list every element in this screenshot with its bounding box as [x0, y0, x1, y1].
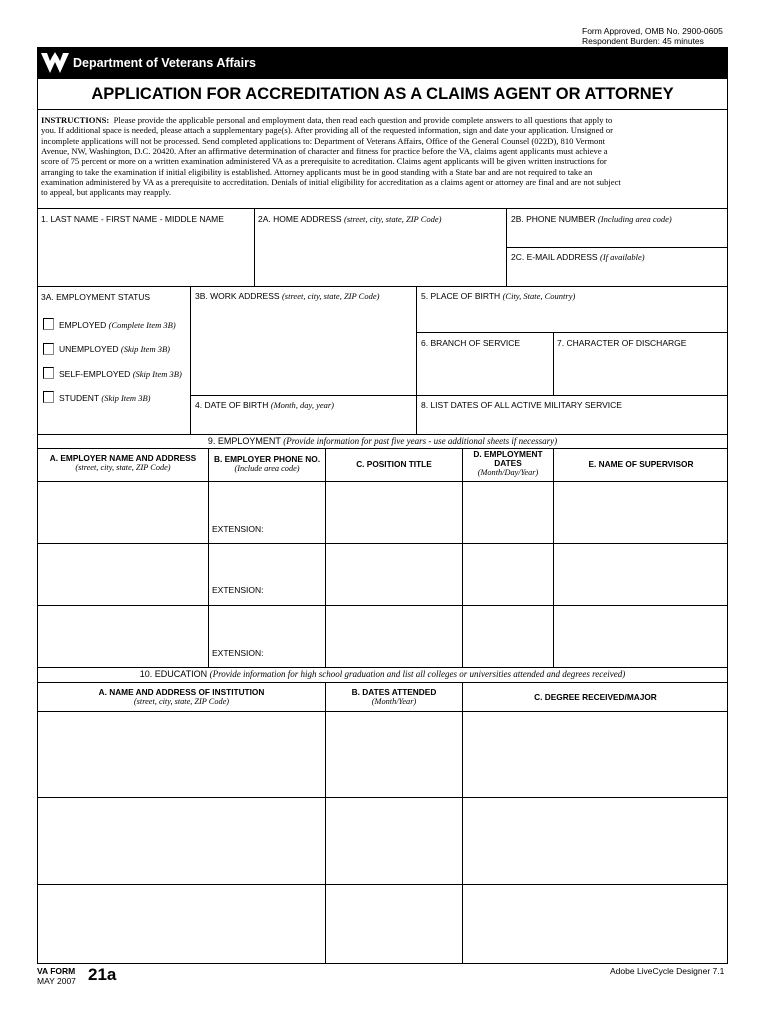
instructions-line: score of 75 percent or more on a written examination administered VA as a prerequisite to acreditation. Claims agent applicants will be given written instructions for: [41, 156, 607, 167]
instructions-line: Avenue, NW, Washington, D.C. 20420. After an affirmative determination of character and fitness for practice before the VA, claims agent applicants must achieve a: [41, 146, 608, 157]
instructions-line: arranging to take the examination if initial eligibility is established. Attorney applicants must be in good standing with a State bar and are not required to take an: [41, 166, 593, 177]
place-of-birth-label: 5. PLACE OF BIRTH (City, State, Country): [421, 291, 576, 301]
student-checkbox[interactable]: [43, 391, 54, 403]
instructions-line: examination administered by VA as a prerequisite to accreditation. Denials of initial eligibility for accreditation as a claims agent or attorney are final and are not subject: [41, 177, 621, 188]
instructions-line: incomplete applications will not be processed. Send completed applications to: Department of Veterans Affairs, Office of the General Counsel (022D), 810 Vermont: [41, 135, 606, 146]
employment-dates-column-header: D. EMPLOYMENT DATES (Month/Day/Year): [473, 449, 543, 477]
name-label: 1. LAST NAME - FIRST NAME - MIDDLE NAME: [41, 214, 224, 224]
extension-label: EXTENSION:: [212, 585, 264, 595]
phone-number-label: 2B. PHONE NUMBER (Including area code): [511, 214, 672, 224]
character-of-discharge-input[interactable]: [556, 351, 726, 393]
employment-status-label: 3A. EMPLOYMENT STATUS: [41, 292, 151, 302]
employed-checkbox[interactable]: [43, 318, 54, 330]
instructions: [41, 115, 725, 198]
work-address-label: 3B. WORK ADDRESS (street, city, state, ZIP Code): [195, 291, 380, 301]
self-employed-checkbox[interactable]: [43, 367, 54, 379]
form-number: 21a: [88, 965, 117, 984]
unemployed-checkbox[interactable]: [43, 343, 54, 355]
email-label: 2C. E-MAIL ADDRESS (If available): [511, 252, 645, 262]
work-address-input[interactable]: [193, 304, 414, 393]
home-address-label: 2A. HOME ADDRESS (street, city, state, ZIP Code): [258, 214, 442, 224]
respondent-burden: Respondent Burden: 45 minutes: [582, 36, 704, 46]
degree-column-header: C. DEGREE RECEIVED/MAJOR: [534, 692, 657, 702]
character-of-discharge-label: 7. CHARACTER OF DISCHARGE: [557, 338, 687, 348]
home-address-input[interactable]: [257, 228, 504, 284]
employer-name-column-header: A. EMPLOYER NAME AND ADDRESS (street, city, state, ZIP Code): [49, 453, 197, 472]
military-service-dates-label: 8. LIST DATES OF ALL ACTIVE MILITARY SERVICE: [421, 400, 622, 410]
va-form-label: VA FORM: [37, 966, 76, 976]
student-option-label: STUDENT (Skip Item 3B): [59, 393, 151, 403]
supervisor-column-header: E. NAME OF SUPERVISOR: [588, 459, 694, 469]
agency-name: Department of Veterans Affairs: [73, 56, 256, 70]
branch-of-service-input[interactable]: [419, 351, 551, 393]
email-input[interactable]: [509, 265, 726, 284]
va-seal-icon: [40, 50, 70, 76]
instructions-label: INSTRUCTIONS:: [41, 115, 110, 125]
software-credit: Adobe LiveCycle Designer 7.1: [610, 966, 725, 976]
form-frame: [37, 78, 728, 964]
name-input[interactable]: [40, 228, 252, 284]
date-of-birth-input[interactable]: [193, 413, 414, 432]
form-date: MAY 2007: [37, 976, 76, 986]
employment-section-title: 9. EMPLOYMENT (Provide information for past five years - use additional sheets if necessary): [207, 436, 558, 446]
branch-of-service-label: 6. BRANCH OF SERVICE: [421, 338, 521, 348]
instructions-line: you. If additional space is needed, please attach a supplementary page(s). After providing all of the requested information, sign and date your application. Unsigned or: [41, 125, 614, 136]
instructions-line: Please provide the applicable personal and employment data, then read each question and provide complete answers to all questions that apply to: [113, 115, 613, 125]
unemployed-option-label: UNEMPLOYED (Skip Item 3B): [59, 344, 170, 354]
employed-option-label: EMPLOYED (Complete Item 3B): [59, 320, 176, 330]
education-section-title: 10. EDUCATION (Provide information for high school graduation and list all colleges or universities attended and degrees received): [139, 669, 626, 679]
position-title-column-header: C. POSITION TITLE: [356, 459, 432, 469]
omb-number: Form Approved, OMB No. 2900-0605: [582, 26, 723, 36]
instructions-line: to appeal, but applicants may reapply.: [41, 187, 171, 198]
form-title: APPLICATION FOR ACCREDITATION AS A CLAIMS AGENT OR ATTORNEY: [91, 85, 674, 103]
place-of-birth-input[interactable]: [419, 304, 726, 330]
self-employed-option-label: SELF-EMPLOYED (Skip Item 3B): [59, 369, 182, 379]
military-service-dates-input[interactable]: [419, 413, 726, 432]
dates-attended-column-header: B. DATES ATTENDED (Month/Year): [351, 687, 437, 706]
employer-phone-column-header: B. EMPLOYER PHONE NO. (Include area code): [213, 454, 321, 473]
extension-label: EXTENSION:: [212, 524, 264, 534]
date-of-birth-label: 4. DATE OF BIRTH (Month, day, year): [195, 400, 335, 410]
phone-number-input[interactable]: [509, 228, 726, 245]
extension-label: EXTENSION:: [212, 648, 264, 658]
agency-bar: [37, 47, 728, 78]
institution-column-header: A. NAME AND ADDRESS OF INSTITUTION (street, city, state, ZIP Code): [98, 687, 265, 706]
